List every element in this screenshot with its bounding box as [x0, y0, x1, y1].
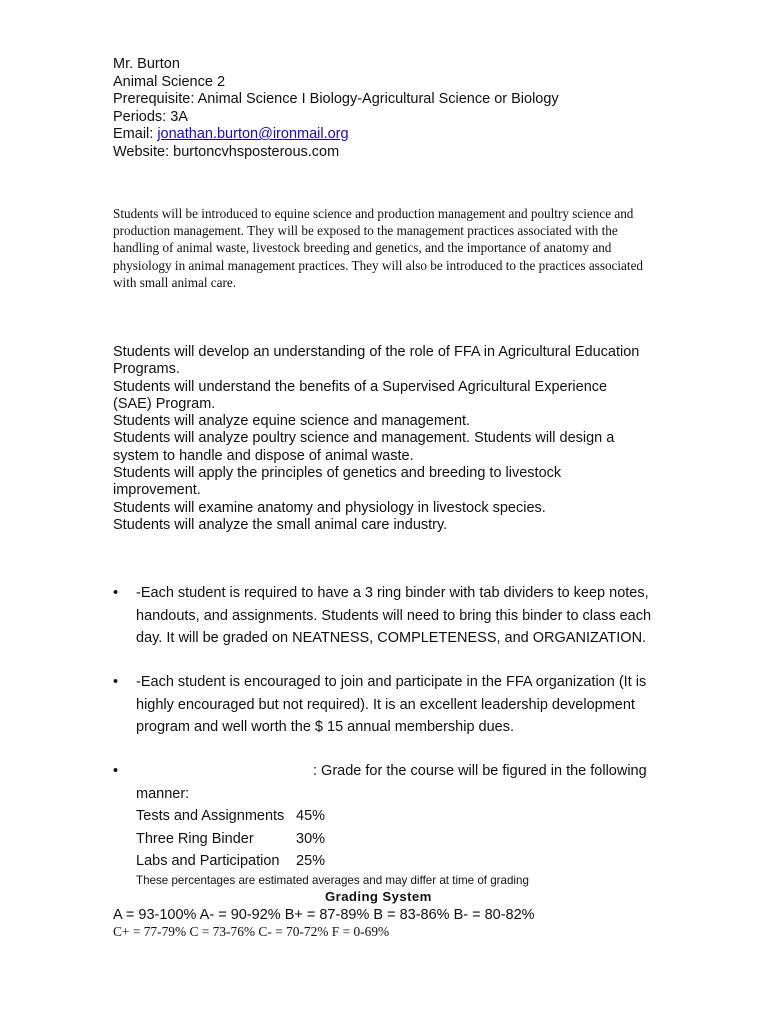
grade-weight-label: Tests and Assignments: [136, 808, 285, 824]
grade-weight-label: Three Ring Binder: [136, 830, 254, 847]
grade-weight-row: [136, 805, 396, 828]
prerequisite-line: Prerequisite: Animal Science I Biology-Agricultural Science or Biology: [113, 91, 559, 107]
grading-scale-line: A = 93-100% A- = 90-92% B+ = 87-89% B = 83-86% B- = 80-82%: [113, 907, 535, 923]
grade-weight-value: 30%: [296, 830, 326, 847]
grading-system-title: Grading System: [325, 889, 432, 904]
periods-line: Periods: 3A: [113, 108, 188, 125]
grade-breakdown-section: [113, 760, 663, 889]
binder-requirement: [113, 582, 663, 650]
grade-weight-label: Labs and Participation: [136, 853, 280, 869]
objective-item: Students will understand the benefits of a Supervised Agricultural Experience (SAE) Program.: [113, 378, 608, 412]
email-label: Email:: [113, 126, 158, 142]
course-header: [113, 56, 559, 161]
bullet-icon: •: [113, 674, 119, 690]
objective-item: Students will examine anatomy and physiology in livestock species.: [113, 499, 546, 516]
bullet-icon: •: [113, 763, 119, 779]
grade-weight-row: [136, 828, 396, 851]
objective-item: Students will analyze poultry science and management. Students will design a system to handle and dispose of animal waste.: [113, 430, 615, 464]
grade-intro-continuation: manner:: [136, 785, 190, 802]
grade-note: These percentages are estimated averages and may differ at time of grading: [136, 873, 529, 887]
bullet-icon: •: [113, 585, 119, 601]
objectives-list: [113, 344, 648, 534]
bullet-row: [113, 671, 663, 739]
bullet-row: [113, 760, 663, 889]
grade-weight-value: 25%: [296, 853, 326, 869]
website-line: Website: burtoncvhsposterous.com: [113, 143, 340, 160]
grading-scale-line: C+ = 77-79% C = 73-76% C- = 70-72% F = 0-69%: [113, 924, 390, 939]
email-line: [113, 126, 559, 144]
binder-text: -Each student is required to have a 3 ring binder with tab dividers to keep notes, handouts, and assignments. Students will need to bring this binder to class each day. It will be graded on NEATNESS, COMPLETENESS, and ORGANIZATION.: [136, 585, 652, 646]
grade-weight-row: [136, 850, 396, 873]
grade-intro-line: : Grade for the course will be figured in the following: [313, 763, 647, 779]
grade-weights-table: [136, 805, 396, 873]
course-title: Animal Science 2: [113, 73, 226, 90]
email-link[interactable]: jonathan.burton@ironmail.org: [157, 126, 349, 142]
objective-item: Students will analyze equine science and management.: [113, 413, 471, 430]
teacher-name: Mr. Burton: [113, 56, 180, 72]
course-description: Students will be introduced to equine science and production management and poultry science and production management. They will be exposed to the management practices associated with the handling of animal waste, livestock breeding and genetics, and the importance of anatomy and physiology in animal management practices. They will also be introduced to the practices associated with small animal care.: [113, 206, 644, 290]
ffa-encouragement: [113, 671, 663, 739]
grade-weight-value: 45%: [296, 808, 326, 824]
bullet-row: [113, 582, 663, 650]
ffa-text: -Each student is encouraged to join and participate in the FFA organization (It is highly encouraged but not required). It is an excellent leadership development program and well worth the $ 15 annual membership dues.: [136, 674, 647, 735]
objective-item: Students will analyze the small animal care industry.: [113, 516, 448, 533]
objective-item: Students will apply the principles of genetics and breeding to livestock improvement.: [113, 465, 562, 499]
objective-item: Students will develop an understanding of the role of FFA in Agricultural Education Programs.: [113, 344, 640, 378]
